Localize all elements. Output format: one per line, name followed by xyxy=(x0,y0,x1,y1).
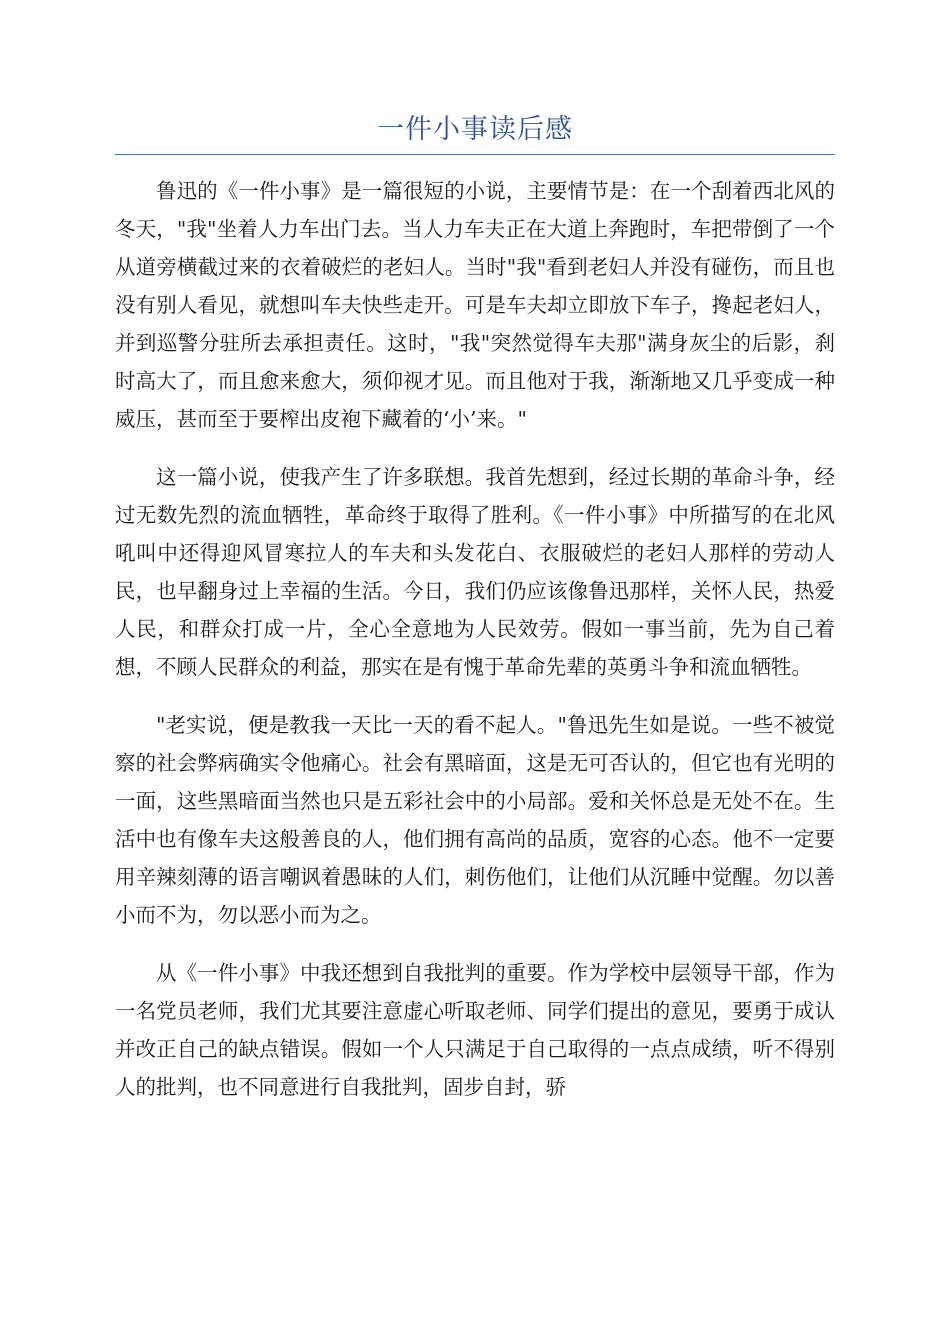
title-underline xyxy=(115,154,835,155)
paragraph-4: 从《一件小事》中我还想到自我批判的重要。作为学校中层领导干部，作为一名党员老师，我们尤其要注意虚心听取老师、同学们提出的意见，要勇于成认并改正自己的缺点错误。假如一个人只满足于自己取得的一点点成绩，听不得别人的批判，也不同意进行自我批判，固步自封，骄 xyxy=(115,961,835,1099)
paragraph-1: 鲁迅的《一件小事》是一篇很短的小说，主要情节是：在一个刮着西北风的冬天，"我"坐着人力车出门去。当人力车夫正在大道上奔跑时，车把带倒了一个从道旁横截过来的衣着破烂的老妇人。当时"我"看到老妇人并没有碰伤，而且也没有别人看见，就想叫车夫快些走开。可是车夫却立即放下车子，搀起老妇人，并到巡警分驻所去承担责任。这时，"我"突然觉得车夫那"满身灰尘的后影，刹时高大了，而且愈来愈大，须仰视才见。而且他对于我，渐渐地又几乎变成一种威压，甚而至于要榨出皮袍下藏着的‘小’来。" xyxy=(115,179,835,431)
document-body xyxy=(115,172,835,1126)
page-title: 一件小事读后感 xyxy=(377,114,573,145)
paragraph-2: 这一篇小说，使我产生了许多联想。我首先想到，经过长期的革命斗争，经过无数先烈的流血牺牲，革命终于取得了胜利。《一件小事》中所描写的在北风吼叫中还得迎风冒寒拉人的车夫和头发花白、衣服破烂的老妇人那样的劳动人民，也早翻身过上幸福的生活。今日，我们仍应该像鲁迅那样，关怀人民，热爱人民，和群众打成一片，全心全意地为人民效劳。假如一事当前，先为自己着想，不顾人民群众的利益，那实在是有愧于革命先辈的英勇斗争和流血牺牲。 xyxy=(115,465,835,679)
paragraph-3: "老实说，便是教我一天比一天的看不起人。"鲁迅先生如是说。一些不被觉察的社会弊病确实令他痛心。社会有黑暗面，这是无可否认的，但它也有光明的一面，这些黑暗面当然也只是五彩社会中的小局部。爱和关怀总是无处不在。生活中也有像车夫这般善良的人，他们拥有高尚的品质，宽容的心态。他不一定要用辛辣刻薄的语言嘲讽着愚昧的人们，刺伤他们，让他们从沉睡中觉醒。勿以善小而不为，勿以恶小而为之。 xyxy=(115,713,835,927)
